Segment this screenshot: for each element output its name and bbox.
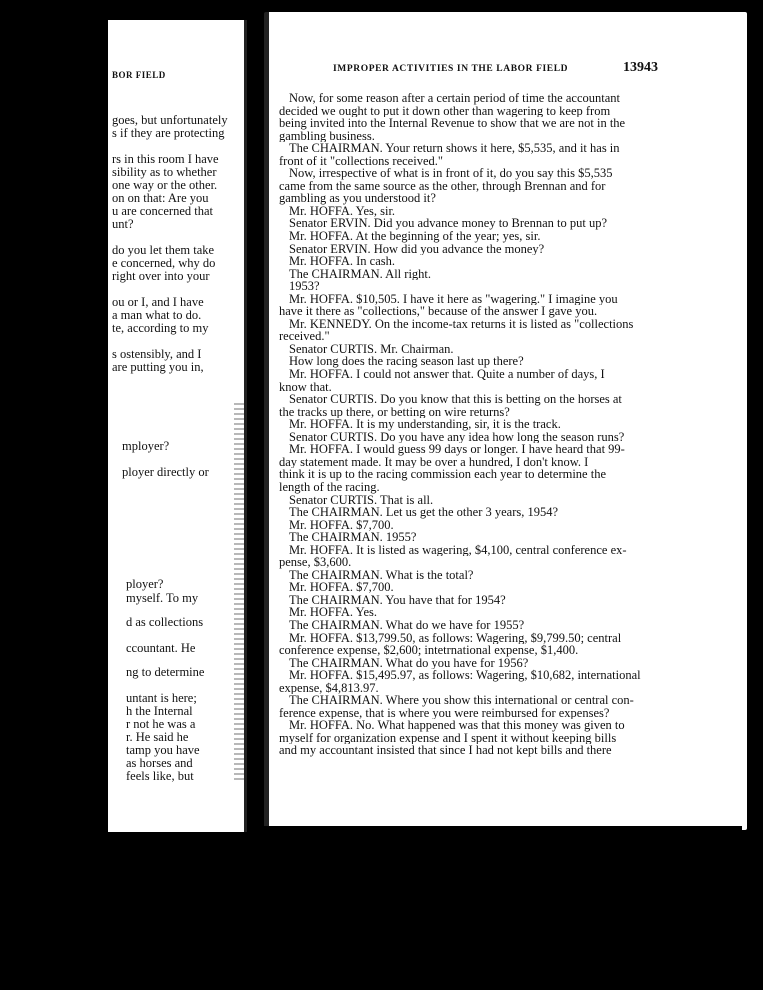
text-line: pense, $3,600. (279, 556, 352, 569)
text-line: Mr. HOFFA. Yes, sir. (289, 204, 396, 218)
left-text-fragment: r. He said he (126, 731, 189, 744)
left-text-fragment: goes, but unfortunately (112, 114, 228, 127)
text-line: think it is up to the racing commission each year to determine the (279, 468, 606, 481)
text-line: Mr. HOFFA. It is listed as wagering, $4,100, central conference ex- (289, 543, 627, 557)
text-line: and my accountant insisted that since I had not kept bills and there (279, 744, 612, 757)
text-line: gambling business. (279, 129, 375, 143)
text-line: have it there as "collections," because of the answer I gave you. (279, 305, 598, 318)
left-text-fragment: unt? (112, 218, 134, 231)
text-line: The CHAIRMAN. You have that for 1954? (289, 593, 506, 607)
text-line: The CHAIRMAN. Let us get the other 3 years, 1954? (289, 506, 559, 519)
text-line: Mr. HOFFA. $7,700. (289, 518, 394, 532)
text-line: The CHAIRMAN. What do you have for 1956? (289, 656, 529, 670)
left-text-fragment: are putting you in, (112, 361, 204, 374)
left-text-fragment: ng to determine (126, 666, 205, 679)
text-line: Senator ERVIN. How did you advance the money? (289, 242, 545, 256)
text-line: Now, irrespective of what is in front of it, do you say this $5,535 (289, 167, 613, 180)
text-line: know that. (279, 380, 332, 394)
text-line: day statement made. It may be over a hundred, I don't know. I (279, 455, 589, 469)
text-line: Mr. HOFFA. I would guess 99 days or longer. I have heard that 99- (289, 443, 625, 456)
left-text-fragment: ployer directly or (122, 466, 209, 479)
left-text-fragment: u are concerned that (112, 205, 213, 218)
text-line: Mr. HOFFA. $13,799.50, as follows: Wagering, $9,799.50; central (289, 631, 622, 645)
text-line: Mr. HOFFA. Yes. (289, 606, 377, 619)
text-line: Mr. HOFFA. It is my understanding, sir, it is the track. (289, 418, 561, 431)
left-text-fragment: rs in this room I have (112, 153, 219, 166)
left-text-fragment: e concerned, why do (112, 257, 216, 270)
text-line: Senator CURTIS. Mr. Chairman. (289, 342, 454, 356)
text-line: the tracks up there, or betting on wire returns? (279, 405, 510, 419)
text-line: ference expense, that is where you were reimbursed for expenses? (279, 706, 610, 720)
text-line: The CHAIRMAN. What is the total? (289, 568, 474, 582)
text-line: received." (279, 330, 330, 343)
text-line: Mr. HOFFA. No. What happened was that this money was given to (289, 719, 625, 732)
left-text-fragment: sibility as to whether (112, 166, 217, 179)
left-text-fragment: s ostensibly, and I (112, 348, 202, 361)
page-gutter-shadow (234, 400, 244, 780)
running-head: IMPROPER ACTIVITIES IN THE LABOR FIELD (333, 64, 569, 74)
main-page (264, 12, 747, 830)
left-text-fragment: ou or I, and I have (112, 296, 204, 309)
text-line: Senator CURTIS. That is all. (289, 493, 434, 507)
text-line: decided we ought to put it down other than wagering to keep from (279, 104, 611, 118)
left-text-fragment: untant is here; (126, 692, 197, 705)
text-line: Mr. HOFFA. At the beginning of the year; yes, sir. (289, 230, 541, 243)
text-line: expense, $4,813.97. (279, 681, 379, 695)
left-text-fragment: ccountant. He (126, 642, 196, 655)
left-facing-page (108, 20, 247, 832)
text-line: Mr. HOFFA. $10,505. I have it here as "wagering." I imagine you (289, 292, 618, 306)
page-bottom-edge (264, 826, 742, 830)
left-text-fragment: tamp you have (126, 744, 200, 757)
text-line: Senator ERVIN. Did you advance money to Brennan to put up? (289, 217, 608, 231)
left-text-fragment: s if they are protecting (112, 127, 225, 140)
text-line: length of the racing. (279, 480, 380, 494)
left-text-fragment: h the Internal (126, 705, 193, 718)
left-text-fragment: ployer? (126, 578, 164, 591)
text-line: How long does the racing season last up there? (289, 355, 524, 369)
text-line: Now, for some reason after a certain period of time the accountant (289, 92, 620, 105)
text-line: myself for organization expense and I spent it without keeping bills (279, 731, 617, 745)
left-text-fragment: a man what to do. (112, 309, 202, 322)
left-text-fragment: right over into your (112, 270, 210, 283)
text-line: Mr. HOFFA. In cash. (289, 255, 396, 268)
text-line: Senator CURTIS. Do you know that this is betting on the horses at (289, 393, 622, 406)
page-number: 13943 (623, 60, 658, 75)
text-line: Mr. HOFFA. $7,700. (289, 581, 394, 594)
left-text-fragment: on on that: Are you (112, 192, 209, 205)
text-line: 1953? (289, 280, 320, 293)
text-line: front of it "collections received." (279, 154, 443, 168)
left-text-fragment: as horses and (126, 757, 193, 770)
text-line: Mr. HOFFA. $15,495.97, as follows: Wagering, $10,682, international (289, 669, 641, 682)
text-line: The CHAIRMAN. What do we have for 1955? (289, 618, 525, 632)
body-text (279, 92, 663, 757)
text-line: Mr. HOFFA. I could not answer that. Quite a number of days, I (289, 368, 605, 381)
left-text-fragment: mployer? (122, 440, 170, 453)
text-line: being invited into the Internal Revenue to show that we are not in the (279, 117, 626, 130)
left-text-fragment: myself. To my (126, 592, 199, 605)
left-running-head: BOR FIELD (112, 70, 166, 80)
text-line: The CHAIRMAN. Your return shows it here, $5,535, and it has in (289, 142, 620, 155)
left-text-fragment: te, according to my (112, 322, 209, 335)
left-text-fragment: r not he was a (126, 718, 196, 731)
text-line: Senator CURTIS. Do you have any idea how long the season runs? (289, 430, 625, 444)
text-line: came from the same source as the other, through Brennan and for (279, 179, 606, 193)
left-text-fragment: feels like, but (126, 770, 194, 783)
text-line: The CHAIRMAN. Where you show this international or central con- (289, 694, 634, 707)
text-line: conference expense, $2,600; intetrnational expense, $1,400. (279, 644, 579, 657)
text-line: gambling as you understood it? (279, 192, 436, 205)
text-line: Mr. KENNEDY. On the income-tax returns it is listed as "collections (289, 317, 634, 331)
left-text-fragment: one way or the other. (112, 179, 218, 192)
text-line: The CHAIRMAN. 1955? (289, 531, 417, 544)
left-text-fragment: do you let them take (112, 244, 215, 257)
left-text-fragment: d as collections (126, 616, 204, 629)
text-line: The CHAIRMAN. All right. (289, 267, 432, 281)
